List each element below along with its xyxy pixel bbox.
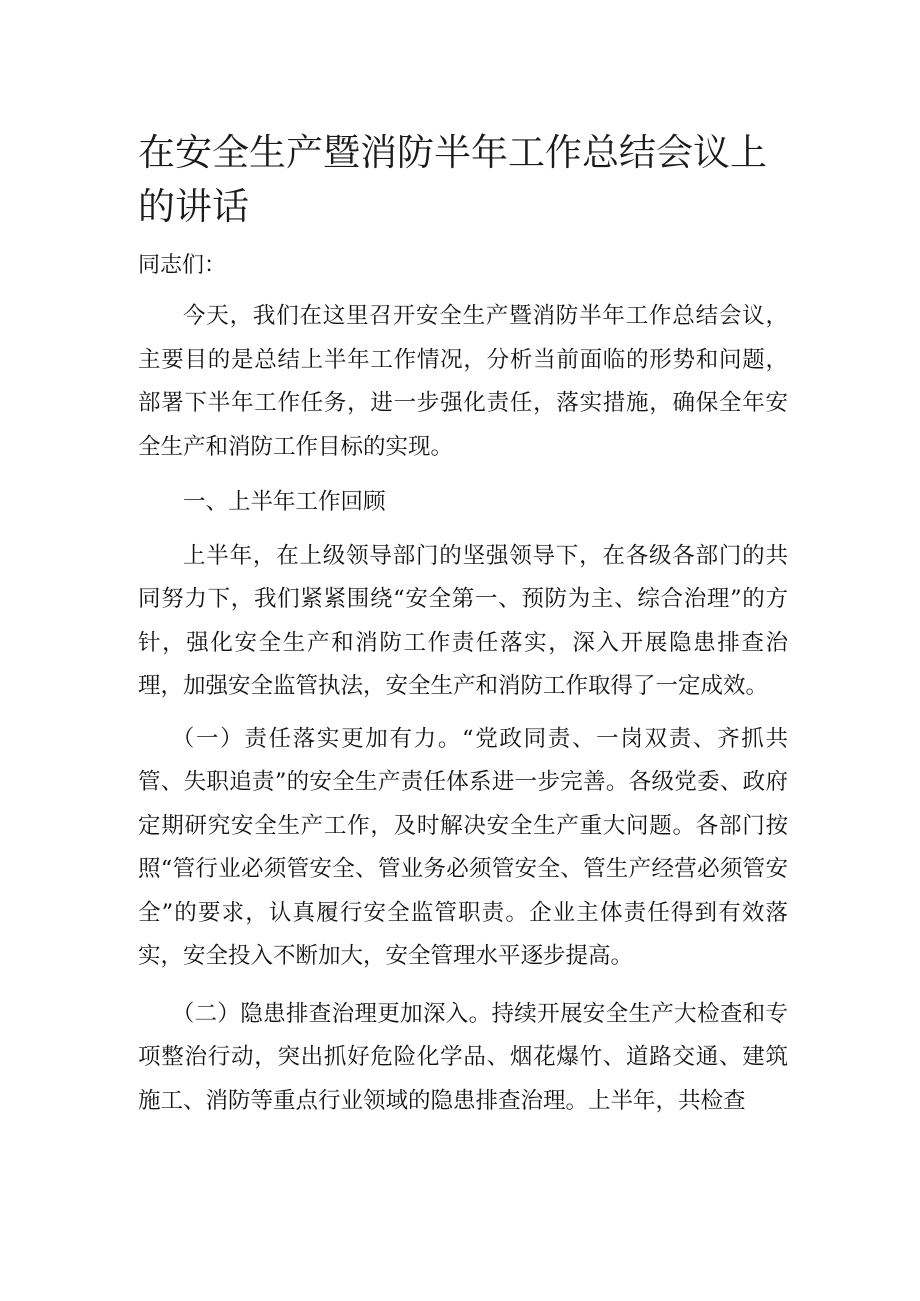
document-title: 在安全生产暨消防半年工作总结会议上的讲话 (138, 131, 767, 228)
paragraph-responsibility: （一）责任落实更加有力。“党政同责、一岗双责、齐抓共管、失职追责”的安全生产责任体系进一步完善。各级党委、政府定期研究安全生产工作，及时解决安全生产重大问题。各部门按照“管行业必须管安全、管业务必须管安全、管生产经营必须管安全”的要求，认真履行安全监管职责。企业主体责任得到有效落实，安全投入不断加大，安全管理水平逐步提高。 (138, 725, 788, 969)
greeting: 同志们： (138, 253, 227, 278)
document-page (138, 126, 788, 1123)
paragraph-intro: 今天，我们在这里召开安全生产暨消防半年工作总结会议，主要目的是总结上半年工作情况，分析当前面临的形势和问题，部署下半年工作任务，进一步强化责任，落实措施，确保全年安全生产和消防工作目标的实现。 (138, 303, 788, 460)
section-heading-review: 一、上半年工作回顾 (183, 489, 386, 515)
paragraph-review-summary: 上半年，在上级领导部门的坚强领导下，在各级各部门的共同努力下，我们紧紧围绕“安全第一、预防为主、综合治理”的方针，强化安全生产和消防工作责任落实，深入开展隐患排查治理，加强安全监管执法，安全生产和消防工作取得了一定成效。 (138, 542, 788, 699)
paragraph-hazard-inspection: （二）隐患排查治理更加深入。持续开展安全生产大检查和专项整治行动，突出抓好危险化学品、烟花爆竹、道路交通、建筑施工、消防等重点行业领域的隐患排查治理。上半年，共检查 (138, 1000, 788, 1114)
